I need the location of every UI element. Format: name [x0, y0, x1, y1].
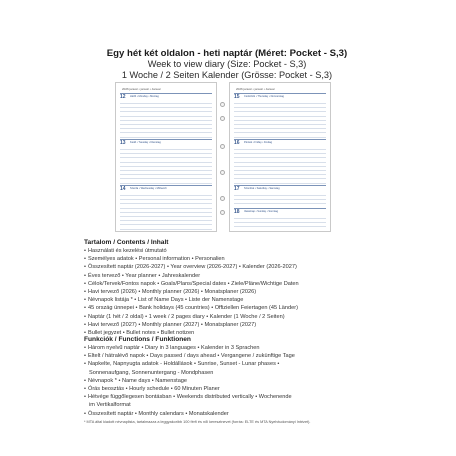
- ruled-line: [120, 149, 212, 150]
- ring-hole: [220, 170, 225, 175]
- ruled-line: [120, 124, 212, 125]
- list-item: • Havi tervező (2027) • Monthly planner (2027) • Monatsplaner (2027): [84, 321, 384, 329]
- title-block: [72, 48, 382, 81]
- ruled-line: [120, 216, 212, 217]
- ruled-line: [234, 199, 326, 200]
- ring-hole: [220, 144, 225, 149]
- ruled-line: [120, 178, 212, 179]
- ruled-line: [234, 116, 326, 117]
- ring-hole: [220, 196, 225, 201]
- subtitle-de: 1 Woche / 2 Seiten Kalender (Grösse: Pocket - S,3): [121, 70, 333, 80]
- ring-hole: [220, 210, 225, 215]
- footnote: * MTA által kiadott névnaplista, tartalmazza a leggyakoribb 100 férfi és női keresztnevet (forrás: ELTE és MTA Nyelvtudományi Intézet).: [84, 420, 311, 424]
- ruled-line: [234, 132, 326, 133]
- ruled-line: [120, 162, 212, 163]
- day-label: Péntek • Friday • Freitag: [244, 141, 273, 144]
- ruled-line: [234, 195, 326, 196]
- left-page-header: 2026 január • január • Januar: [122, 87, 161, 91]
- diary-left-page: [115, 82, 217, 232]
- right-page-header: 2026 január • január • Januar: [236, 87, 275, 91]
- day-label: Csütörtök • Thursday • Donnerstag: [244, 95, 284, 98]
- ruled-line: [234, 128, 326, 129]
- ruled-line: [234, 166, 326, 167]
- day-number: 12: [120, 94, 126, 100]
- ruled-line: [234, 170, 326, 171]
- day-number: 16: [234, 140, 240, 146]
- binder-holes: [219, 82, 227, 232]
- ring-hole: [220, 102, 225, 107]
- ruled-line: [234, 203, 326, 204]
- ruled-line: [120, 137, 212, 138]
- ruled-line: [120, 170, 212, 171]
- list-item: • Bullet jegyzet • Bullet notes • Bullet notizen: [84, 329, 384, 337]
- ruled-line: [234, 174, 326, 175]
- ruled-line: [120, 107, 212, 108]
- diary-preview: [115, 82, 331, 232]
- day-block: [120, 139, 212, 184]
- ring-hole: [220, 116, 225, 121]
- list-item: • Órás beosztás • Hourly schedule • 60 Minuten Planer: [84, 385, 384, 393]
- contents-list: [84, 247, 384, 337]
- ruled-line: [120, 103, 212, 104]
- ruled-line: [120, 212, 212, 213]
- day-number: 17: [234, 186, 240, 192]
- ruled-line: [120, 120, 212, 121]
- ruled-line: [234, 124, 326, 125]
- list-item: • Hétvége függőlegesen bontásban • Weekends distributed vertically • Wochenende: [84, 393, 384, 401]
- day-number: 14: [120, 186, 126, 192]
- list-item: • Eltelt / hátralévő napok • Days passed / days ahead • Vergangene / zukünftige Tage: [84, 352, 384, 360]
- ruled-line: [120, 208, 212, 209]
- day-label: Kedd • Tuesday • Dienstag: [130, 141, 161, 144]
- functions-section: [84, 336, 384, 418]
- list-item: Sonnenaufgang, Sonnenuntergang - Mondphasen: [89, 369, 214, 376]
- ruled-line: [120, 183, 212, 184]
- ruled-line: [234, 137, 326, 138]
- list-item: • Éves tervező • Year planner • Jahreskalender: [84, 272, 384, 280]
- list-item: • Napkelte, Napnyugta adatok - Holdállások • Sunrise, Sunset - Lunar phases •: [84, 360, 384, 368]
- ruled-line: [120, 128, 212, 129]
- day-block: [234, 208, 326, 230]
- list-item: • Naptár (1 hét / 2 oldal) • 1 week / 2 pages diary • Kalender (1 Woche / 2 Seiten): [84, 313, 384, 321]
- ruled-line: [234, 153, 326, 154]
- day-label: Szombat • Saturday • Samstag: [244, 187, 280, 190]
- ruled-line: [234, 149, 326, 150]
- ruled-line: [120, 116, 212, 117]
- contents-section: [84, 239, 384, 337]
- ruled-line: [120, 166, 212, 167]
- ruled-line: [234, 183, 326, 184]
- ruled-line: [120, 203, 212, 204]
- contents-heading: Tartalom / Contents / Inhalt: [84, 239, 169, 246]
- diary-right-page: [229, 82, 331, 232]
- ruled-line: [234, 103, 326, 104]
- list-item: • Havi tervező (2026) • Monthly planner (2026) • Monatsplaner (2026): [84, 288, 384, 296]
- ruled-line: [120, 174, 212, 175]
- subtitle-en: Week to view diary (Size: Pocket - S,3): [147, 59, 307, 69]
- ruled-line: [120, 111, 212, 112]
- day-number: 15: [234, 94, 240, 100]
- list-item: • Három nyelvű naptár • Diary in 3 languages • Kalender in 3 Sprachen: [84, 344, 384, 352]
- functions-heading: Funkciók / Functions / Funktionen: [84, 336, 191, 343]
- day-number: 18: [234, 209, 240, 215]
- ruled-line: [120, 220, 212, 221]
- ruled-line: [234, 157, 326, 158]
- day-block: [234, 93, 326, 138]
- ruled-line: [120, 132, 212, 133]
- day-block: [234, 185, 326, 208]
- list-item: • Személyes adatok • Personal information • Personalien: [84, 255, 384, 263]
- ruled-line: [234, 111, 326, 112]
- ruled-line: [120, 153, 212, 154]
- ruled-line: [120, 224, 212, 225]
- list-item: • Célok/Tervek/Fontos napok • Goals/Plans/Special dates • Ziele/Pläne/Wichtige Daten: [84, 280, 384, 288]
- ruled-line: [234, 222, 326, 223]
- list-item: im Vertikalformat: [89, 402, 131, 409]
- day-block: [234, 139, 326, 184]
- ruled-line: [234, 218, 326, 219]
- day-label: Hétfő • Monday • Montag: [130, 95, 159, 98]
- day-label: Szerda • Wednesday • Mittwoch: [130, 187, 167, 190]
- list-item: • 45 ország ünnepei • Bank holidays (45 countries) • Offiziellen Feiertagen (45 Länder): [84, 304, 384, 312]
- ruled-line: [234, 107, 326, 108]
- list-item: • Összesített naptár (2026-2027) • Year overview (2026-2027) • Kalender (2026-2027): [84, 263, 384, 271]
- list-item: • Összesített naptár • Monthly calendars • Monatskalender: [84, 410, 384, 418]
- product-sheet: [72, 4, 382, 452]
- ruled-line: [234, 178, 326, 179]
- ruled-line: [120, 199, 212, 200]
- title: Egy hét két oldalon - heti naptár (Méret: Pocket - S,3): [106, 48, 348, 59]
- day-block: [120, 93, 212, 138]
- ruled-line: [120, 229, 212, 230]
- ruled-line: [234, 162, 326, 163]
- ruled-line: [120, 157, 212, 158]
- day-number: 13: [120, 140, 126, 146]
- list-item: • Névnapok listája * • List of Name Days • Liste der Namenstage: [84, 296, 384, 304]
- day-block: [120, 185, 212, 230]
- functions-list: [84, 344, 384, 418]
- list-item: • Névnapok * • Name days • Namenstage: [84, 377, 384, 385]
- ruled-line: [120, 195, 212, 196]
- list-item: • Használati és kezelési útmutató: [84, 247, 384, 255]
- day-label: Vasárnap • Sunday • Sonntag: [244, 210, 279, 213]
- ruled-line: [234, 120, 326, 121]
- ruled-line: [234, 226, 326, 227]
